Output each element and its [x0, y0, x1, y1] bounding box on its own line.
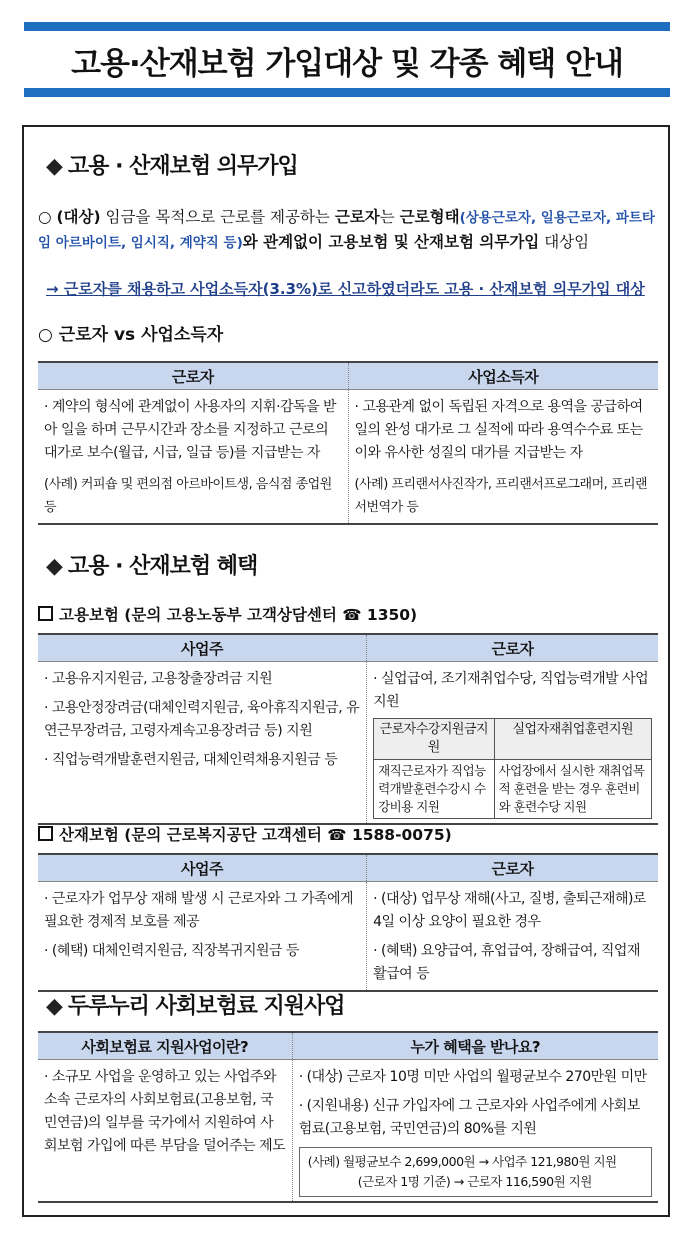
th-worker: 근로자 — [38, 362, 348, 390]
diamond-icon: ◆ — [46, 554, 62, 579]
diamond-icon: ◆ — [46, 154, 62, 179]
employment-insurance-table — [38, 633, 658, 825]
section-heading-benefits: ◆ 고용 · 산재보험 혜택 — [46, 554, 258, 579]
title-rule — [24, 88, 670, 97]
industrial-insurance-title: 산재보험 (문의 근로복지공단 고객센터 ☎ 1588-0075) — [38, 823, 452, 845]
page-title: 고용·산재보험 가입대상 및 각종 혜택 안내 — [71, 46, 623, 82]
th-employee: 근로자 — [367, 854, 658, 882]
worker-cell: · 계약의 형식에 관계없이 사용자의 지휘·감독을 받아 일을 하며 근무시간과 장소를 지정하고 근로의 대가로 보수(월급, 시급, 일급 등)를 지급받는 자 (사례) 커피숍 및 편의점 아르바이트생, 음식점 종업원 등 — [38, 390, 348, 525]
worker-vs-business-table — [38, 361, 658, 525]
training-support-table: 근로자수강지원금지원 실업자재취업훈련지원 재직근로자가 직업능력개발훈련수강시 수강비용 지원 사업장에서 실시한 재취업목적 훈련을 받는 경우 훈련비와 훈련수당 지원 — [373, 718, 652, 819]
employee-cell: · 실업급여, 조기재취업수당, 직업능력개발 사업 지원 근로자수강지원금지원 실업자재취업훈련지원 재직근로자가 직업능력개발훈련수강시 수강비용 지원 사업장에서 실시한 재취업목적 훈련을 받는 경우 훈련비와 훈련수당 지원 — [367, 662, 658, 825]
employer-cell: · 근로자가 업무상 재해 발생 시 근로자와 그 가족에게 필요한 경제적 보호를 제공 · (혜택) 대체인력지원금, 직장복귀지원금 등 — [38, 882, 367, 992]
th-who-benefits: 누가 혜택을 받나요? — [292, 1032, 658, 1060]
arrow-note: → 근로자를 채용하고 사업소득자(3.3%)로 신고하였더라도 고용 · 산재보험 의무가입 대상 — [46, 280, 645, 298]
th-employer: 사업주 — [38, 634, 367, 662]
example-box: (사례) 월평균보수 2,699,000원 → 사업주 121,980원 지원 (근로자 1명 기준) → 근로자 116,590원 지원 — [299, 1147, 652, 1197]
durunuri-table — [38, 1031, 658, 1203]
section-heading-mandatory: ◆ 고용 · 산재보험 의무가입 — [46, 154, 298, 179]
square-bullet-icon — [38, 606, 53, 621]
th-employee: 근로자 — [367, 634, 658, 662]
square-bullet-icon — [38, 826, 53, 841]
diamond-icon: ◆ — [46, 994, 62, 1019]
worker-vs-business-title: ○ 근로자 vs 사업소득자 — [38, 325, 224, 345]
what-is-cell: · 소규모 사업을 운영하고 있는 사업주와 소속 근로자의 사회보험료(고용보험, 국민연금)의 일부를 국가에서 지원하여 사회보험 가입에 따른 부담을 덜어주는 제도 — [38, 1060, 292, 1203]
circle-bullet-icon: ○ — [38, 208, 57, 226]
section-heading-durunuri: ◆ 두루누리 사회보험료 지원사업 — [46, 994, 345, 1019]
th-employer: 사업주 — [38, 854, 367, 882]
circle-bullet-icon: ○ — [38, 325, 59, 345]
who-benefits-cell: · (대상) 근로자 10명 미만 사업의 월평균보수 270만원 미만 · (지원내용) 신규 가입자에 그 근로자와 사업주에게 사회보험료(고용보험, 국민연금)의 80%를 지원 (사례) 월평균보수 2,699,000원 → 사업주 121,980원 지원 (근로자 1명 기준) → 근로자 116,590원 지원 — [292, 1060, 658, 1203]
th-what-is: 사회보험료 지원사업이란? — [38, 1032, 292, 1060]
top-rule — [24, 22, 670, 31]
business-cell: · 고용관계 없이 독립된 자격으로 용역을 공급하여 일의 완성 대가로 그 실적에 따라 용역수수료 또는 이와 유사한 성질의 대가를 지급받는 자 (사례) 프리랜서사진작가, 프리랜서프로그래머, 프리랜서번역가 등 — [348, 390, 658, 525]
th-business: 사업소득자 — [348, 362, 658, 390]
content-frame — [22, 125, 670, 1217]
employment-insurance-title: 고용보험 (문의 고용노동부 고객상담센터 ☎ 1350) — [38, 603, 417, 625]
employer-cell: · 고용유지지원금, 고용창출장려금 지원 · 고용안정장려금(대체인력지원금, 육아휴직지원금, 유연근무장려금, 고령자계속고용장려금 등) 지원 · 직업능력개발훈련지원금, 대체인력채용지원금 등 — [38, 662, 367, 825]
target-paragraph: ○ (대상) 임금을 목적으로 근로를 제공하는 근로자는 근로형태(상용근로자, 일용근로자, 파트타임 아르바이트, 임시직, 계약직 등)와 관계없이 고용보험 및 산재보험 의무가입 대상임 — [38, 208, 655, 251]
industrial-insurance-table — [38, 853, 658, 992]
employee-cell: · (대상) 업무상 재해(사고, 질병, 출퇴근재해)로 4일 이상 요양이 필요한 경우 · (혜택) 요양급여, 휴업급여, 장해급여, 직업재활급여 등 — [367, 882, 658, 992]
